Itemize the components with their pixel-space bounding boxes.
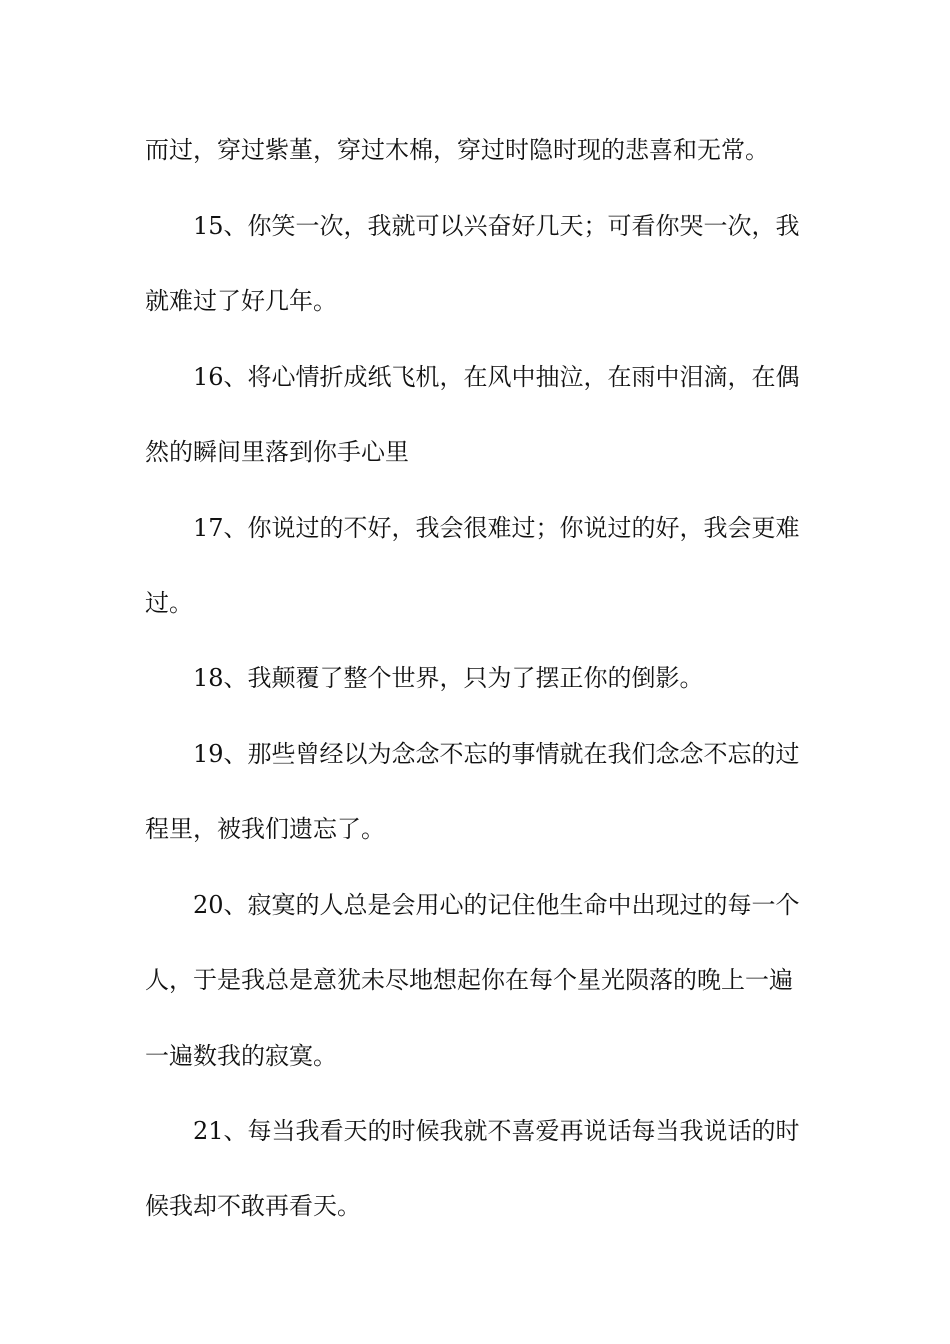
text-line: 过。 — [145, 589, 193, 617]
text-line: 就难过了好几年。 — [145, 287, 337, 315]
text-line: 20、寂寞的人总是会用心的记住他生命中出现过的每一个 — [193, 891, 800, 919]
text-line: 15、你笑一次，我就可以兴奋好几天；可看你哭一次，我 — [193, 212, 800, 240]
text-line: 17、你说过的不好，我会很难过；你说过的好，我会更难 — [193, 514, 800, 542]
text-line: 18、我颠覆了整个世界，只为了摆正你的倒影。 — [193, 664, 704, 692]
text-line: 然的瞬间里落到你手心里 — [145, 438, 409, 466]
text-line: 21、每当我看天的时候我就不喜爱再说话每当我说话的时 — [193, 1117, 800, 1145]
text-line: 而过，穿过紫堇，穿过木棉，穿过时隐时现的悲喜和无常。 — [145, 136, 769, 164]
text-line: 16、将心情折成纸飞机，在风中抽泣，在雨中泪滴，在偶 — [193, 363, 800, 391]
text-line: 19、那些曾经以为念念不忘的事情就在我们念念不忘的过 — [193, 740, 800, 768]
text-line: 一遍数我的寂寞。 — [145, 1042, 337, 1070]
text-line: 人，于是我总是意犹未尽地想起你在每个星光陨落的晚上一遍 — [145, 966, 793, 994]
text-line: 程里，被我们遗忘了。 — [145, 815, 385, 843]
text-line: 候我却不敢再看天。 — [145, 1192, 361, 1220]
